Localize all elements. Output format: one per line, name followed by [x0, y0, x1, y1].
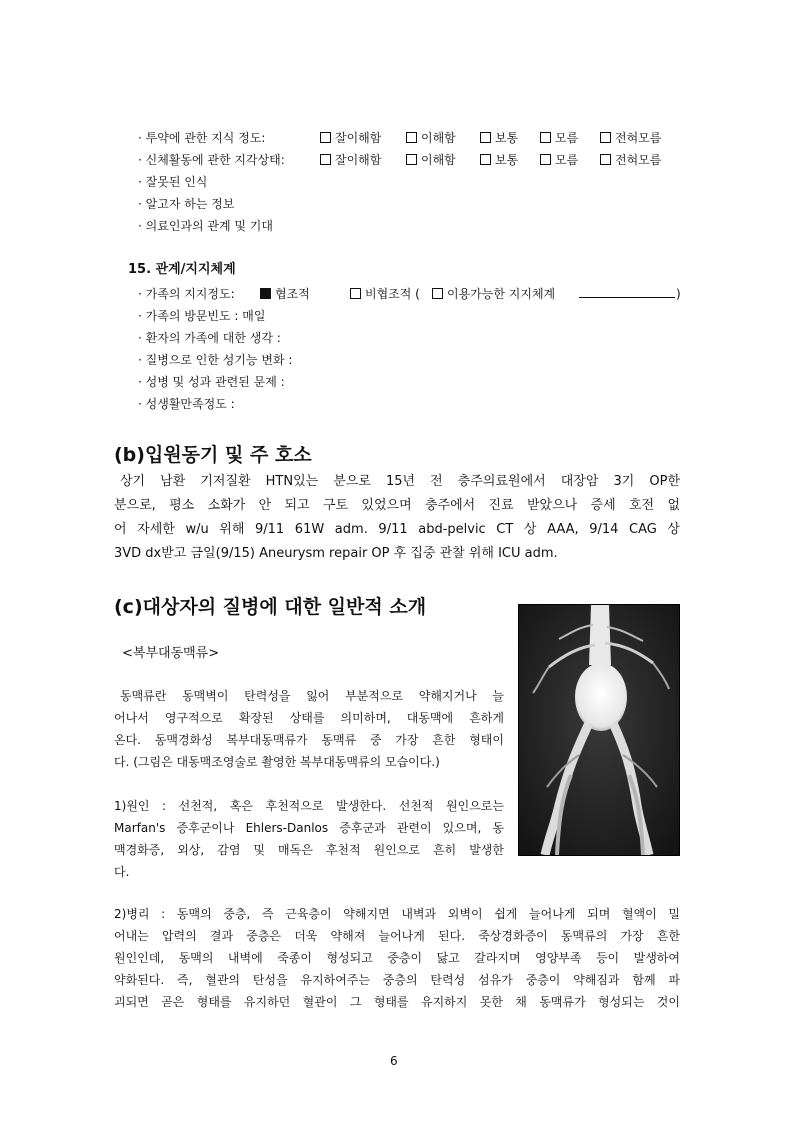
angiogram-illustration [519, 605, 679, 855]
list-item: · 성병 및 성과 관련된 문제 : [138, 375, 285, 389]
checkbox[interactable] [320, 154, 331, 165]
cause-paragraph: 1)원인 : 선천적, 혹은 후천적으로 발생한다. 선천적 원인으로는 Marfan's 증후군이나 Ehlers-Danlos 증후군과 관련이 있으며, 동 맥경화증, 외상, 감염 및 매독은 후천적 원인으로 흔히 발생한 다. [114, 799, 504, 879]
checkbox[interactable] [540, 132, 551, 143]
checklist-label: · 신체활동에 관한 지각상태: [138, 153, 285, 167]
checkbox[interactable] [350, 288, 361, 299]
list-item: · 의료인과의 관계 및 기대 [138, 219, 273, 233]
checkbox[interactable] [480, 154, 491, 165]
family-support-label: · 가족의 지지정도: [138, 287, 235, 301]
checklist-row-activity: · 신체활동에 관한 지각상태: 잘이해함 이해함 보통 모름 전혀모름 [138, 153, 662, 167]
checkbox[interactable] [320, 132, 331, 143]
list-item: · 질병으로 인한 성기능 변화 : [138, 353, 293, 367]
section-c-title: (c)대상자의 질병에 대한 일반적 소개 [114, 596, 427, 618]
list-item: · 잘못된 인식 [138, 175, 208, 189]
checkbox[interactable] [600, 132, 611, 143]
blank-line[interactable] [579, 297, 675, 298]
list-item: · 성생활만족정도 : [138, 397, 235, 411]
checkbox[interactable] [406, 154, 417, 165]
intro-paragraph: 동맥류란 동맥벽이 탄력성을 잃어 부분적으로 약해지거나 늘 어나서 영구적으로 확장된 상태를 의미하며, 대동맥에 흔하게 온다. 동맥경화성 복부대동맥류가 동맥류 중 가장 흔한 형태이 다. (그림은 대동맥조영술로 촬영한 복부대동맥류의 모습이다.) [114, 689, 504, 769]
checkbox[interactable] [432, 288, 443, 299]
checkbox[interactable] [600, 154, 611, 165]
checklist-label: · 투약에 관한 지식 정도: [138, 131, 266, 145]
section-b-title: (b)입원동기 및 주 호소 [114, 444, 312, 466]
pathology-paragraph: 2)병리 : 동맥의 중층, 즉 근육층이 약해지면 내벽과 외벽이 쉽게 늘어나게 되며 혈액이 밀 어내는 압력의 결과 중층은 더욱 약해져 늘어나게 된다. 죽상경화증이 동맥류의 가장 흔한 원인인데, 동맥의 내벽에 죽종이 형성되고 중층이 닳고 갈라지며 영양부족 등이 발생하여 약화된다. 즉, 혈관의 탄성을 유지하여주는 중층의 탄력성 섬유가 중층이 약해짐과 함께 파 괴되면 곧은 형태를 유지하던 혈관이 그 형태를 유지하지 못한 채 동맥류가 형성되는 것이 [114, 907, 680, 1009]
checkbox-checked[interactable] [260, 288, 271, 299]
checkbox[interactable] [480, 132, 491, 143]
list-item: · 환자의 가족에 대한 생각 : [138, 331, 281, 345]
page-number: 6 [390, 1054, 398, 1068]
list-item: · 가족의 방문빈도 : 매일 [138, 309, 266, 323]
checklist-row-medication: · 투약에 관한 지식 정도: 잘이해함 이해함 보통 모름 전혀모름 [138, 131, 662, 145]
section-b-paragraph: 상기 남환 기저질환 HTN있는 분으로 15년 전 충주의료원에서 대장암 3기 OP한 분으로, 평소 소화가 안 되고 구토 있었으며 충주에서 진료 받았으나 증세 호전 없 어 자세한 w/u 위해 9/11 61W adm. 9/11 abd-pelvic CT 상 AAA, 9/14 CAG 상 3VD dx받고 금일(9/15) Aneurysm repair OP 후 집중 관찰 위해 ICU adm. [114, 474, 680, 561]
family-support-row: · 가족의 지지정도: 협조적 비협조적 ( 이용가능한 지지체계 ) [138, 287, 681, 301]
list-item: · 알고자 하는 정보 [138, 197, 235, 211]
checkbox[interactable] [540, 154, 551, 165]
section-15-title: 15. 관계/지지체계 [128, 262, 236, 277]
checkbox[interactable] [406, 132, 417, 143]
section-c-subtitle: <복부대동맥류> [122, 646, 220, 661]
aortic-angiogram-image [518, 604, 680, 856]
